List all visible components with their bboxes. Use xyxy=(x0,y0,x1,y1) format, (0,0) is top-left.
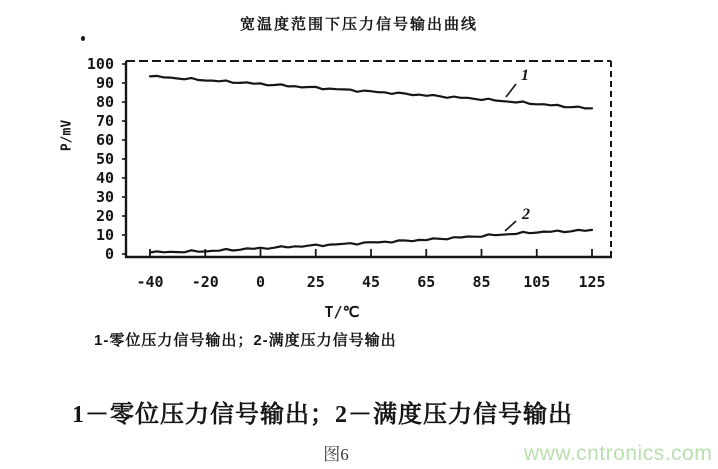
y-tick-label: 20 xyxy=(95,207,114,225)
curve-label-2: 2 xyxy=(522,206,530,223)
y-tick-label: 30 xyxy=(95,188,114,206)
y-tick-label: 0 xyxy=(104,245,114,263)
y-tick-label: 40 xyxy=(95,169,114,187)
inline-legend-caption: 1-零位压力信号输出；2-满度压力信号输出 xyxy=(94,332,397,349)
x-tick-label: 65 xyxy=(417,273,436,291)
x-tick-label: 45 xyxy=(361,273,381,291)
watermark-text: www.cntronics.com xyxy=(524,442,713,465)
chart-title: 宽温度范围下压力信号输出曲线 xyxy=(239,16,478,33)
y-tick-label: 10 xyxy=(95,226,114,244)
x-tick-label: 85 xyxy=(472,273,491,291)
y-tick-label: 60 xyxy=(95,131,114,149)
y-axis-label: P/mV xyxy=(59,119,75,152)
x-tick-label: -20 xyxy=(191,273,219,291)
curve-label-leader-2 xyxy=(505,221,516,231)
x-tick-label: 25 xyxy=(306,273,325,291)
figure-caption: 1－零位压力信号输出；2－满度压力信号输出 xyxy=(72,402,573,428)
y-tick-label: 90 xyxy=(95,74,114,92)
curve-label-leader-1 xyxy=(506,84,516,97)
x-tick-label: 0 xyxy=(255,273,266,291)
y-tick-label: 50 xyxy=(95,150,114,168)
figure-number: 图6 xyxy=(323,445,349,464)
x-axis-label: T/℃ xyxy=(324,303,360,321)
y-tick-label: 100 xyxy=(86,55,114,73)
x-tick-label: 125 xyxy=(578,273,606,291)
x-tick-label: 105 xyxy=(523,273,551,291)
curve-label-1: 1 xyxy=(521,67,529,84)
y-tick-label: 80 xyxy=(95,93,114,111)
x-tick-label: -40 xyxy=(136,273,164,291)
y-tick-label: 70 xyxy=(95,112,114,130)
